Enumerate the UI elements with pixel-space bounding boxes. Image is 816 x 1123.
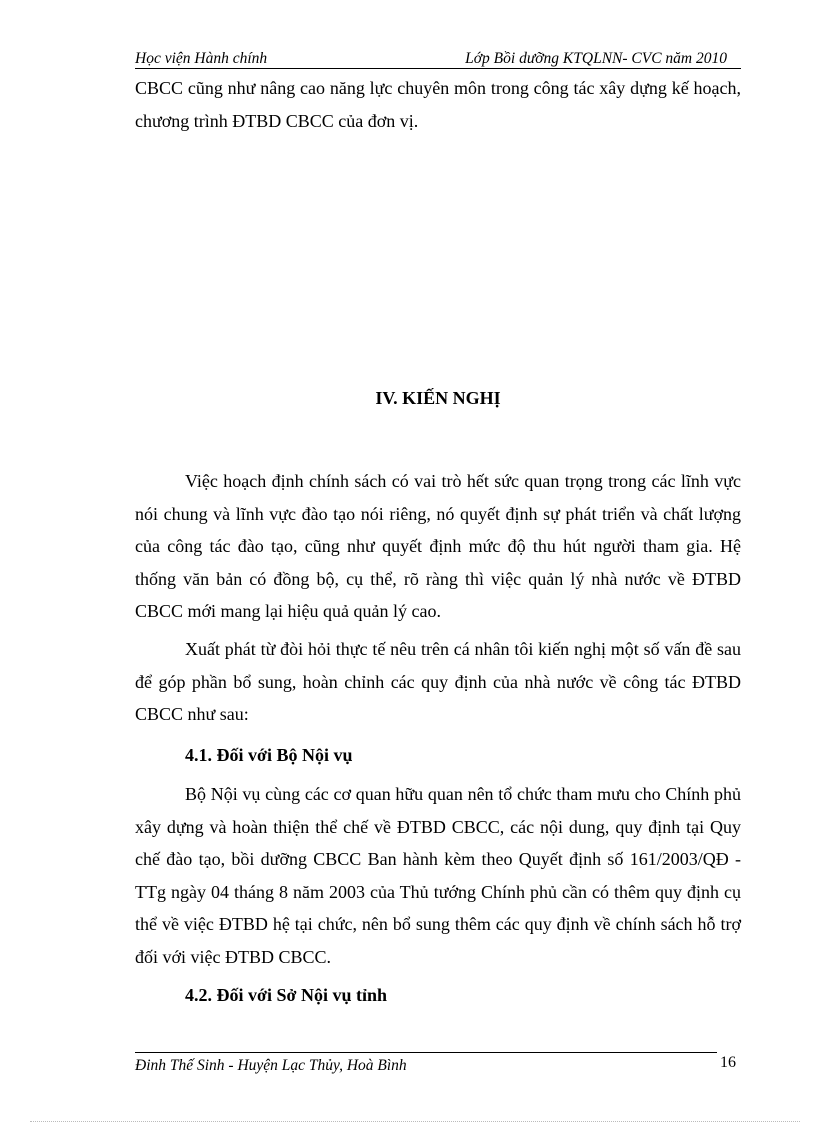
page-number: 16 bbox=[720, 1054, 736, 1071]
heading-4-1: 4.1. Đối với Bộ Nội vụ bbox=[185, 745, 353, 765]
paragraph-1 bbox=[135, 465, 741, 628]
header-institution: Học viện Hành chính bbox=[135, 50, 268, 67]
header-course: Lớp Bồi dưỡng KTQLNN- CVC năm 2010 bbox=[465, 50, 727, 67]
paragraph-2-text: Xuất phát từ đòi hỏi thực tế nêu trên cá nhân tôi kiến nghị một số vấn đề sau để góp phần bổ sung, hoàn chỉnh các quy định của nhà nước về công tác ĐTBD CBCC như sau: bbox=[135, 639, 741, 724]
paragraph-1-text: Việc hoạch định chính sách có vai trò hết sức quan trọng trong các lĩnh vực nói chung và lĩnh vực đào tạo nói riêng, nó quyết định sự phát triển và chất lượng của công tác đào tạo, cũng như quyết định mức độ thu hút người tham gia. Hệ thống văn bản có đồng bộ, cụ thể, rõ ràng thì việc quản lý nhà nước về ĐTBD CBCC mới mang lại hiệu quả quản lý cao. bbox=[135, 471, 741, 621]
section-title: IV. KIẾN NGHỊ bbox=[375, 388, 501, 408]
paragraph-2 bbox=[135, 633, 741, 731]
footer-author: Đinh Thế Sinh - Huyện Lạc Thủy, Hoà Bình bbox=[135, 1057, 407, 1074]
continuation-text: CBCC cũng như nâng cao năng lực chuyên môn trong công tác xây dựng kế hoạch, chương trình ĐTBD CBCC của đơn vị. bbox=[135, 78, 741, 131]
footer-divider bbox=[135, 1052, 717, 1053]
paragraph-3-text: Bộ Nội vụ cùng các cơ quan hữu quan nên tổ chức tham mưu cho Chính phủ xây dựng và hoàn thiện thể chế về ĐTBD CBCC, các nội dung, quy định tại Quy chế đào tạo, bồi dưỡng CBCC Ban hành kèm theo Quyết định số 161/2003/QĐ - TTg ngày 04 tháng 8 năm 2003 của Thủ tướng Chính phủ cần có thêm quy định cụ thể về việc ĐTBD hệ tại chức, nên bổ sung thêm các quy định về chính sách hỗ trợ đối với việc ĐTBD CBCC. bbox=[135, 784, 741, 967]
continuation-paragraph bbox=[135, 72, 741, 137]
heading-4-2: 4.2. Đối với Sở Nội vụ tỉnh bbox=[185, 985, 387, 1005]
page-bottom-border bbox=[30, 1121, 800, 1122]
paragraph-3 bbox=[135, 778, 741, 973]
page-header bbox=[135, 48, 741, 69]
